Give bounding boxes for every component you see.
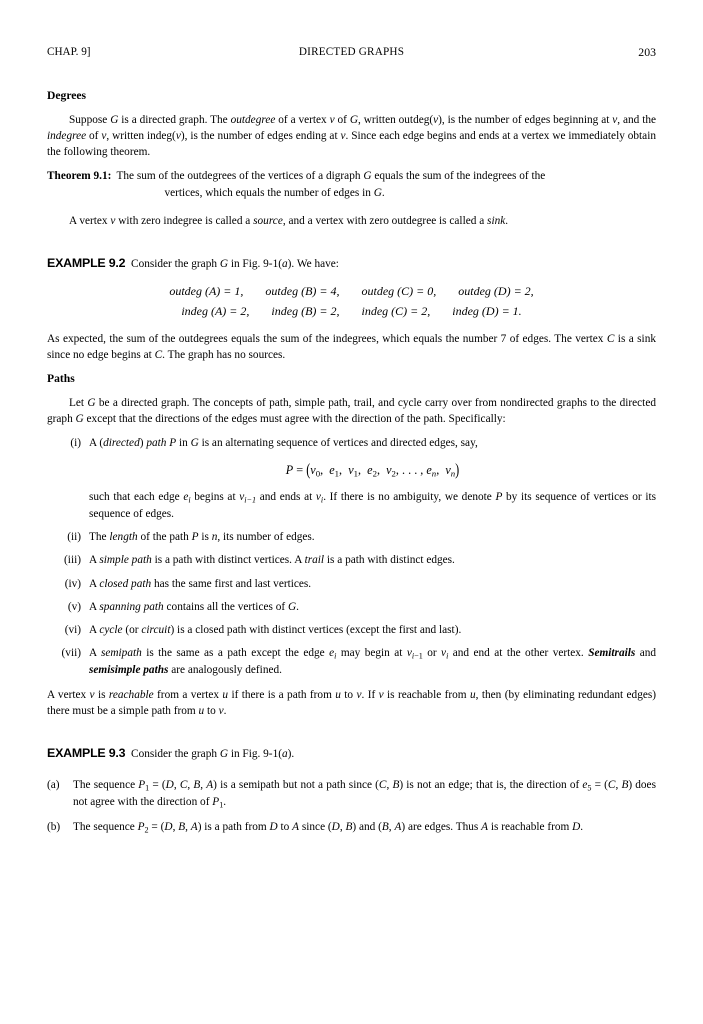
list-item-text [89,437,478,449]
text-run: except that the directions of the edges must agree with the direction of the path. Specifically: [83,413,506,426]
list-item-text: A semipath is the same as a path except the edge $e_i$ may begin at $v_{i-1}$ or $v_i$ and end at the other vertex. Semitrails and semisimple paths are analogously defined. [89,647,657,677]
text-run: , and the [617,113,657,126]
text-run: . The graph has no sources. [162,348,286,361]
text-run: ). [287,748,295,761]
text-run: of [334,113,350,126]
term-source: source [253,215,283,228]
list-item [47,576,656,592]
list-letter: (b) [47,820,61,833]
math-u: u [198,704,205,717]
math-v: v [378,688,384,701]
text-run: As expected, the sum of the outdegrees equals the sum of the indegrees, which equals the number 7 of edges. The vertex [47,332,607,345]
text-run: , and a vertex with zero outdegree is called a [282,215,488,228]
theorem-line-2 [116,185,545,201]
eq-indeg-B: indeg (B) = 2, [271,304,340,319]
list-item [47,777,656,811]
math-v: v [239,490,245,503]
paths-definition-list [47,435,656,678]
math-G: G [87,396,96,409]
math-v: v [218,704,224,717]
text-run: such that each edge [89,490,184,503]
list-item [47,622,656,638]
theorem-body [116,168,545,201]
list-numeral: (iv) [64,577,81,590]
text-run: of a vertex [275,113,330,126]
list-item-text: The sequence $P_2 = (D$, B, A) is a path from D to A since (D, B) and (B, A) are edges. Thus A is reachable from D. [73,820,584,835]
math-v: v [340,129,346,142]
term-path: path [146,437,167,450]
text-run: A vertex [69,215,111,228]
text-run: in Fig. 9-1( [228,258,282,271]
list-letter: (a) [47,779,60,791]
text-run: be a directed graph. The concepts of path, simple path, trail, and cycle carry over from nondirected graphs to the directed graph [47,396,656,426]
equation-path-definition: $P = (v_0$, $e_1$, $v_1$, $e_2$, $v_2$, . . . , $e_n$, $v_n$) [285,459,460,479]
degrees-paragraph-1 [47,112,656,161]
eq-indeg-A: indeg (A) = 2, [181,304,250,319]
example-9-2-conclusion [47,331,656,364]
math-C: C [606,332,615,345]
heading-degrees: Degrees [47,89,87,102]
text-run: ) [139,437,147,450]
math-v: v [329,113,335,126]
example-9-3-list [47,777,656,836]
math-G: G [219,258,228,271]
text-run: . If there is no ambiguity, we denote [323,490,496,503]
math-subscript: i [188,495,191,505]
list-item [47,819,656,836]
text-run: The sum of the outdegrees of the vertices of a digraph [116,170,364,183]
eq-outdeg-B: outdeg (B) = 4, [265,284,340,299]
text-run: is an alternating sequence of vertices and directed edges, say, [198,437,478,450]
term-indegree: indegree [47,129,87,142]
list-item [47,599,656,615]
list-item [47,645,656,678]
example-9-2-label: EXAMPLE 9.2 [47,256,126,271]
math-v: v [356,688,362,701]
figure-ref-part: a [281,748,288,761]
text-run: A ( [89,437,104,450]
list-item-text: The length of the path P is n, its number of edges. [89,531,315,544]
math-G: G [349,113,359,126]
text-run: vertices, which equals the number of edges in [164,186,374,199]
math-G: G [190,437,199,450]
math-v: v [433,113,439,126]
math-subscript: i [320,495,324,505]
math-G: G [110,113,119,126]
list-numeral: (vi) [64,624,81,637]
text-run: Let [69,396,88,409]
list-numeral: (ii) [67,531,81,544]
theorem-9-1 [47,168,656,201]
math-u: u [469,688,476,701]
text-run: to [340,688,357,701]
example-9-3-intro [47,745,656,763]
eq-indeg-C: indeg (C) = 2, [361,304,431,319]
eq-indeg-D: indeg (D) = 1. [452,304,522,319]
eq-outdeg-A: outdeg (A) = 1, [169,284,244,299]
eq-outdeg-D: outdeg (D) = 2, [458,284,534,299]
text-run: from a vertex [153,688,223,701]
list-numeral: (iii) [64,554,81,567]
list-item-text: A closed path has the same first and last vertices. [89,577,312,590]
text-run: , then (by eliminating redundant edges) there must be a simple path from [47,688,657,717]
math-G: G [75,413,84,426]
text-run: if there is a path from [228,688,336,701]
text-run: is [94,688,109,701]
math-v: v [89,688,95,701]
text-run: begins at [190,490,240,503]
equation-indeg-row [47,303,656,320]
math-u: u [222,688,229,701]
paths-closing-paragraph [47,687,656,720]
list-numeral: (v) [67,600,81,613]
example-9-3-label: EXAMPLE 9.3 [47,746,126,761]
text-run: is reachable from [383,688,470,701]
term-outdegree: outdegree [230,113,276,126]
eq-outdeg-C: outdeg (C) = 0, [361,284,437,299]
text-run: equals the sum of the indegrees of the [371,170,546,183]
list-numeral: (vii) [61,647,81,660]
list-item-text: A cycle (or circuit) is a closed path with distinct vertices (except the first and last). [89,624,462,637]
list-item-text: A spanning path contains all the vertices of G. [89,600,299,613]
term-directed: directed [103,437,140,450]
term-sink: sink [487,215,506,228]
page-number: 203 [638,45,656,59]
running-head-left: CHAP. 9] [47,46,91,58]
text-run: is a sink since no edge begins at [47,332,656,361]
math-v: v [612,113,618,126]
math-G: G [373,186,382,199]
text-run: A vertex [47,688,90,701]
list-item [47,529,656,545]
text-run: , written outdeg( [358,113,434,126]
text-run: Consider the graph [131,748,220,761]
paths-paragraph-1 [47,395,656,428]
math-v: v [175,129,181,142]
text-run: with zero indegree is called a [115,215,254,228]
figure-ref-part: a [281,258,288,271]
list-item [47,435,656,522]
text-run: and ends at [256,490,316,503]
math-P: P [166,437,177,450]
math-v: v [315,490,321,503]
heading-paths: Paths [47,372,75,386]
text-run: . [223,704,227,717]
math-e: e [183,490,189,503]
list-numeral: (i) [70,437,81,450]
text-run: , written indeg( [106,129,176,142]
text-run: Suppose [69,113,111,126]
text-run: in [176,437,191,450]
list-item-text: A simple path is a path with distinct vertices. A trail is a path with distinct edges. [89,554,455,567]
math-v: v [110,215,116,228]
math-G: G [363,170,372,183]
text-run: . If [361,688,379,701]
text-run: in Fig. 9-1( [228,748,282,761]
text-run: Consider the graph [131,258,220,271]
term-reachable: reachable [108,688,154,701]
text-run: . Since each edge begins and ends at a vertex we immediately obtain the following theorem. [47,129,656,159]
math-G: G [219,748,228,761]
list-item-tail [89,489,656,522]
text-run: ). We have: [287,258,339,271]
text-run: . [505,215,509,228]
running-head-title: DIRECTED GRAPHS [298,46,405,58]
example-9-2-intro [47,255,656,273]
text-run: ), is the number of edges beginning at [438,113,613,126]
equation-outdeg-row [47,283,656,300]
math-C: C [154,348,163,361]
math-subscript: i−1 [244,495,257,505]
text-run: . [381,186,385,199]
running-head [47,44,656,62]
theorem-label: Theorem 9.1: [47,170,112,183]
text-run: ), is the number of edges ending at [180,129,341,142]
text-run: by its sequence of vertices or its sequence of edges. [89,490,656,520]
math-P: P [495,490,503,503]
math-u: u [335,688,341,701]
list-item [47,552,656,568]
degrees-paragraph-2 [47,213,656,229]
text-run: to [204,704,219,717]
text-run: is a directed graph. The [118,113,231,126]
math-v: v [101,129,107,142]
text-run: of [86,129,102,142]
list-item-text: The sequence $P_1 = (D$, C, B, A) is a semipath but not a path since (C, B) is not an edge; that is, the direction of $e_5 = (C$, B) does not agree with the direction of $P_1$. [73,779,656,810]
